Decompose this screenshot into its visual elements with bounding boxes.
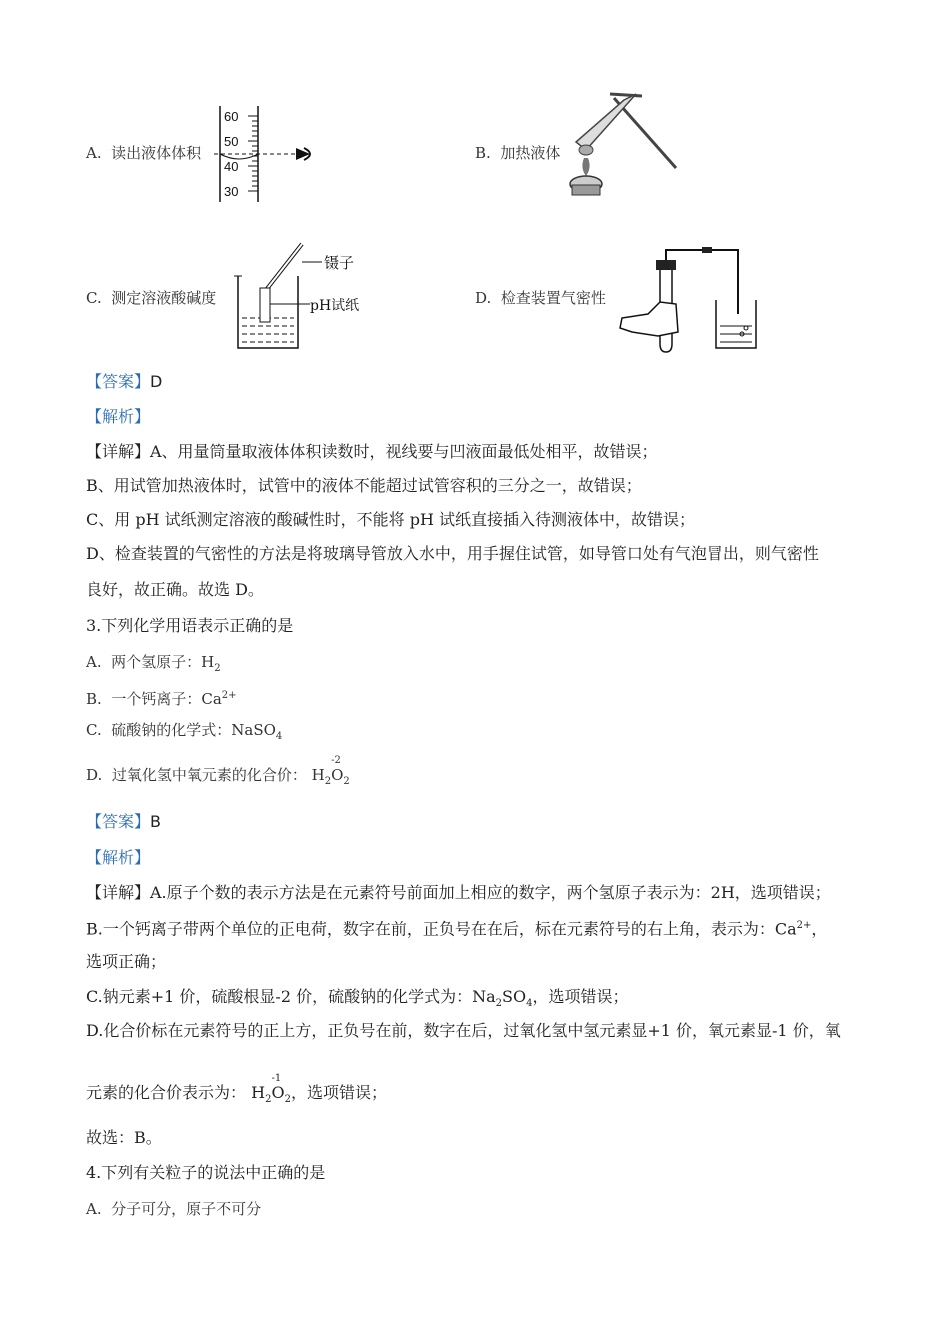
element-symbol: H (311, 766, 325, 784)
graduated-cylinder-figure (214, 104, 324, 204)
option-text: 过氧化氢中氧元素的化合价： (111, 766, 307, 784)
q3-option-b (86, 686, 237, 709)
q3-option-a (86, 652, 221, 679)
option-c (86, 288, 216, 308)
detail-line: 选项正确； (86, 952, 167, 971)
superscript: 2+ (796, 920, 812, 931)
option-letter: C. (86, 289, 102, 307)
text: B.一个钙离子带两个单位的正电荷，数字在前，正负号在在后，标在元素符号的右上角，表示为：Ca (86, 919, 797, 939)
option-text: 硫酸钠的化学式：NaSO (111, 721, 276, 739)
detail-line (86, 916, 827, 939)
option-text: 测定溶液酸碱度 (111, 289, 217, 307)
element-symbol: O (331, 766, 344, 784)
option-letter: B. (86, 690, 102, 708)
q3-option-d (86, 755, 350, 792)
analysis-tag: 【解析】 (86, 407, 151, 426)
text: SO (502, 987, 527, 1006)
subscript: 2 (343, 776, 350, 787)
valence-symbol (271, 1073, 285, 1103)
subscript: 2 (324, 776, 332, 787)
option-letter: A. (86, 144, 102, 162)
valence-mark: -2 (331, 755, 341, 766)
detail-line: C、用 pH 试纸测定溶液的酸碱性时，不能将 pH 试纸直接插入待测液体中，故错误； (86, 510, 695, 529)
option-text: 检查装置气密性 (500, 289, 606, 307)
option-b (475, 143, 560, 163)
question-title: 4.下列有关粒子的说法中正确的是 (86, 1163, 326, 1182)
text: C.钠元素+1 价，硫酸根显-2 价，硫酸钠的化学式为：Na (86, 987, 496, 1006)
element-symbol: O (271, 1083, 285, 1102)
subscript: 2 (284, 1094, 291, 1106)
detail-line: 【详解】A、用量筒量取液体体积读数时，视线要与凹液面最低处相平，故错误； (86, 442, 658, 461)
superscript: 2+ (221, 690, 237, 701)
subscript: 2 (214, 663, 221, 674)
heating-tube-figure (566, 90, 681, 205)
detail-line: D.化合价标在元素符号的正上方，正负号在前，数字在后，过氧化氢中氢元素显+1 价，氧元素显-1 价，氧 (86, 1021, 841, 1040)
element-symbol: H (251, 1083, 266, 1102)
subscript: 2 (495, 998, 503, 1010)
answer-tag: 【答案】 (86, 372, 151, 391)
detail-line: 【详解】A.原子个数的表示方法是在元素符号前面加上相应的数字，两个氢原子表示为：2H，选项错误； (86, 883, 831, 902)
answer-line (86, 372, 162, 392)
q3-option-c (86, 720, 282, 747)
option-text: 两个氢原子：H (111, 653, 215, 671)
subscript: 2 (265, 1094, 272, 1106)
option-letter: D. (86, 766, 103, 784)
text: ， (811, 919, 828, 939)
subscript: 4 (275, 731, 283, 742)
tick-label: 30 (224, 184, 239, 199)
text: ，选项错误； (532, 987, 629, 1006)
detail-line: D、检查装置的气密性的方法是将玻璃导管放入水中，用手握住试管，如导管口处有气泡冒出，则气密性 (86, 544, 819, 563)
answer-tag: 【答案】 (86, 812, 151, 831)
detail-line: B、用试管加热液体时，试管中的液体不能超过试管容积的三分之一，故错误； (86, 476, 642, 495)
text: ，选项错误； (290, 1083, 387, 1102)
airtightness-figure (618, 240, 768, 354)
option-a (86, 143, 201, 163)
option-letter: B. (475, 144, 491, 162)
tweezers-label: 镊子 (324, 254, 355, 272)
valence-mark: -1 (271, 1073, 282, 1084)
ph-paper-label: pH试纸 (310, 298, 360, 314)
valence-symbol (331, 755, 344, 785)
detail-line: 故选：B。 (86, 1128, 162, 1147)
text: 元素的化合价表示为： (86, 1083, 247, 1102)
question-title: 3.下列化学用语表示正确的是 (86, 616, 294, 635)
tick-label: 50 (224, 134, 239, 149)
option-text: 加热液体 (500, 144, 561, 162)
answer-value: B (150, 812, 161, 831)
option-letter: C. (86, 721, 102, 739)
option-letter: A. (86, 653, 102, 671)
analysis-tag: 【解析】 (86, 848, 151, 867)
detail-line: 良好，故正确。故选 D。 (86, 580, 264, 599)
tick-label: 60 (224, 109, 239, 124)
subscript: 4 (526, 998, 533, 1010)
option-d (475, 288, 606, 308)
ph-paper-figure (230, 240, 370, 352)
detail-line (86, 987, 629, 1014)
option-letter: D. (475, 289, 492, 307)
answer-value: D (150, 372, 163, 391)
option-letter: A. (86, 1200, 102, 1218)
q4-option-a (86, 1199, 261, 1219)
option-text: 一个钙离子：Ca (111, 690, 222, 708)
answer-line (86, 812, 161, 832)
option-text: 读出液体体积 (111, 144, 202, 162)
tick-label: 40 (224, 159, 239, 174)
option-text: 分子可分，原子不可分 (111, 1200, 262, 1218)
detail-line (86, 1073, 387, 1110)
